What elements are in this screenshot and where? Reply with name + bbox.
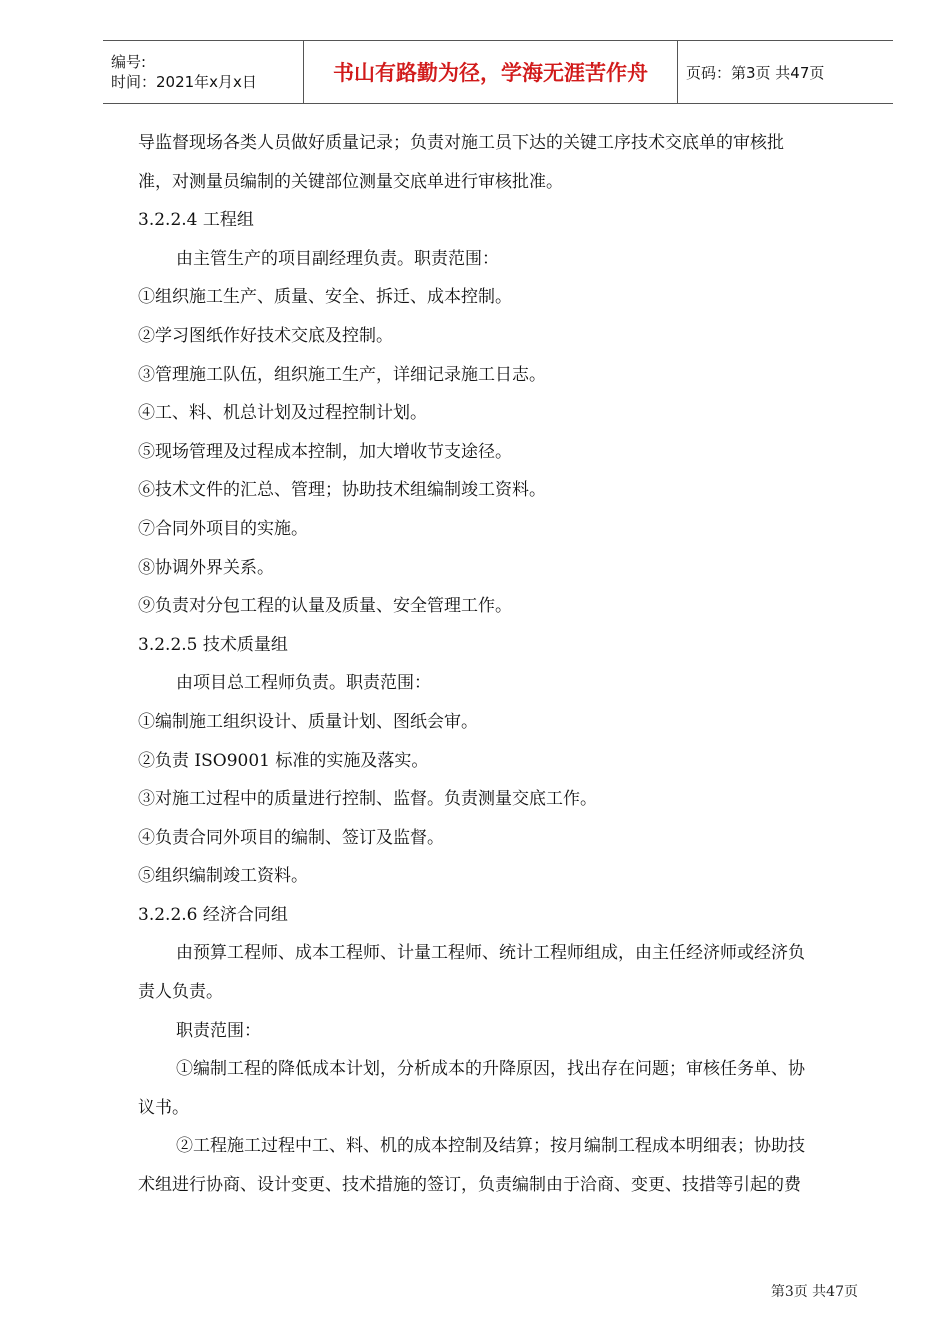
- text-line: 由主管生产的项目副经理负责。职责范围：: [176, 248, 499, 269]
- text-line: ④负责合同外项目的编制、签订及监督。: [138, 827, 444, 848]
- text-line: ①编制施工组织设计、质量计划、图纸会审。: [138, 711, 478, 732]
- text-line: 职责范围：: [176, 1020, 261, 1041]
- text-line: ⑦合同外项目的实施。: [138, 518, 308, 539]
- text-line: ③对施工过程中的质量进行控制、监督。负责测量交底工作。: [138, 789, 597, 810]
- page-footer: 第3页 共47页: [770, 1284, 858, 1300]
- document-body: [138, 124, 860, 1205]
- text-line: ⑤组织编制竣工资料。: [138, 866, 308, 887]
- motto-text: 书山有路勤为径，学海无涯苦作舟: [333, 61, 648, 85]
- text-line: ⑤现场管理及过程成本控制，加大增收节支途径。: [138, 441, 512, 462]
- text-line: 议书。: [138, 1097, 189, 1118]
- text-line: ⑥技术文件的汇总、管理；协助技术组编制竣工资料。: [138, 480, 546, 501]
- text-line: ②工程施工过程中工、料、机的成本控制及结算；按月编制工程成本明细表；协助技: [176, 1136, 805, 1157]
- text-line: ⑨负责对分包工程的认量及质量、安全管理工作。: [138, 596, 512, 617]
- text-line: ②学习图纸作好技术交底及控制。: [138, 325, 393, 346]
- text-line: ⑧协调外界关系。: [138, 557, 274, 578]
- text-line: 术组进行协商、设计变更、技术措施的签订，负责编制由于洽商、变更、技措等引起的费: [138, 1175, 801, 1196]
- text-line: 导监督现场各类人员做好质量记录；负责对施工员下达的关键工序技术交底单的审核批: [138, 133, 784, 153]
- text-line: 3.2.2.4 工程组: [138, 210, 254, 231]
- header-meta: [103, 41, 304, 103]
- text-line: ①组织施工生产、质量、安全、拆迁、成本控制。: [138, 287, 512, 308]
- header-page-code: [678, 41, 893, 103]
- header-motto: [304, 41, 678, 103]
- text-line: ②负责 ISO9001 标准的实施及落实。: [138, 750, 429, 771]
- text-line: 由预算工程师、成本工程师、计量工程师、统计工程师组成，由主任经济师或经济负: [176, 943, 805, 964]
- text-line: 准，对测量员编制的关键部位测量交底单进行审核批准。: [138, 171, 563, 192]
- text-line: 由项目总工程师负责。职责范围：: [176, 673, 431, 694]
- text-line: ①编制工程的降低成本计划，分析成本的升降原因，找出存在问题；审核任务单、协: [176, 1059, 805, 1080]
- serial-label: 编号:: [111, 53, 147, 71]
- page-header: [103, 40, 893, 104]
- text-line: ③管理施工队伍，组织施工生产，详细记录施工日志。: [138, 364, 546, 385]
- time-label: 时间：2021年x月x日: [111, 73, 257, 91]
- text-line: 责人负责。: [138, 982, 223, 1003]
- text-line: 3.2.2.6 经济合同组: [138, 904, 288, 925]
- page-code-text: 页码：第3页 共47页: [686, 63, 825, 82]
- text-line: 3.2.2.5 技术质量组: [138, 634, 288, 655]
- text-line: ④工、料、机总计划及过程控制计划。: [138, 403, 427, 424]
